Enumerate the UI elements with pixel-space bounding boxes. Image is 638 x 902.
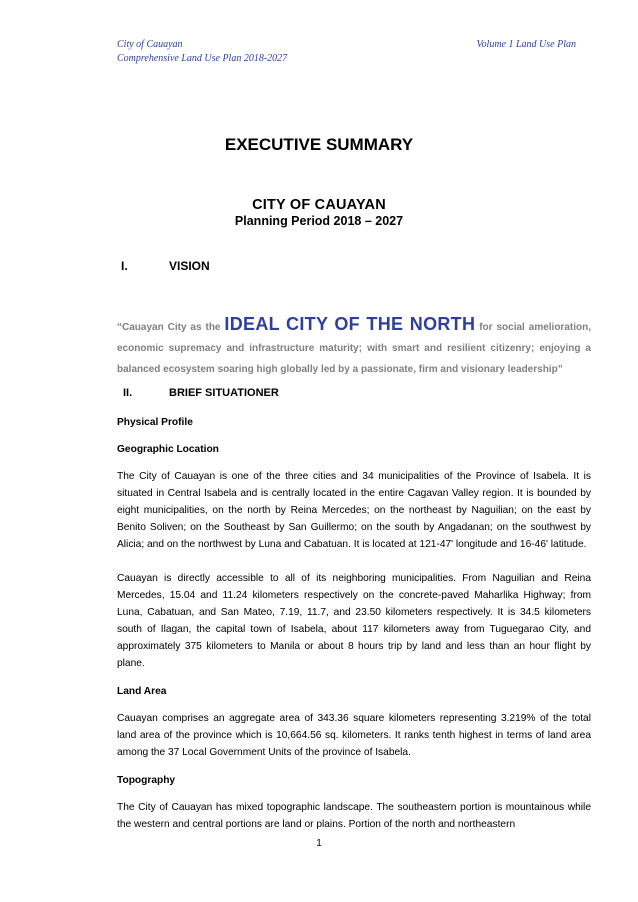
vision-pre: “Cauayan City as the [117, 322, 225, 333]
section-situationer-title: BRIEF SITUATIONER [169, 387, 279, 399]
section-vision-number: I. [121, 259, 128, 273]
section-situationer-heading [123, 387, 279, 399]
physical-profile-heading: Physical Profile [117, 417, 193, 428]
topography-heading: Topography [117, 775, 176, 786]
land-area-heading: Land Area [117, 686, 167, 697]
subtitle-city: CITY OF CAUAYAN [252, 197, 386, 213]
main-content [117, 414, 591, 833]
subtitle-block [0, 197, 638, 228]
vision-highlight: IDEAL CITY OF THE NORTH [224, 314, 476, 334]
geo-location-heading: Geographic Location [117, 444, 219, 455]
header-left [117, 38, 287, 66]
topography-para: The City of Cauayan has mixed topographic landscape. The southeastern portion is mountainous while the western and central portions are land or plains. Portion of the north and northeastern [117, 802, 591, 830]
geo-location-para1: The City of Cauayan is one of the three cities and 34 municipalities of the Province of Isabela. It is situated in Central Isabela and is centrally located in the entire Cagavan Valley region. It is bounded by eight municipalities, on the north by Reina Mercedes; on the northeast by Naguilian; on the east by Benito Soliven; on the Southeast by San Guillermo; on the south by Angadanan; on the southwest by Alicia; and on the northwest by Luna and Cabatuan. It is located at 121-47' longitude and 16-46' latitude. [117, 471, 591, 550]
header-volume: Volume 1 Land Use Plan [476, 39, 576, 50]
page-title: EXECUTIVE SUMMARY [224, 135, 414, 154]
vision-statement [117, 314, 591, 380]
header-city: City of Cauayan [117, 39, 183, 50]
vision-post: for social amelioration, economic supremacy and infrastructure maturity; with smart and resilient citizenry; enjoying a balanced ecosystem soaring high globally led by a passionate, firm and visionary leadership” [117, 322, 591, 375]
section-vision-heading [121, 259, 210, 273]
section-situationer-number: II. [123, 387, 133, 399]
header-plan: Comprehensive Land Use Plan 2018-2027 [117, 53, 288, 64]
geo-location-para2: Cauayan is directly accessible to all of its neighboring municipalities. From Naguilian and Reina Mercedes, 15.04 and 11.24 kilometers respectively on the concrete-paved Maharlika Highway; from Luna, Cabatuan, and San Mateo, 7.19, 11.7, and 23.50 kilometers respectively. It is 34.5 kilometers south of Ilagan, the capital town of Isabela, about 117 kilometers away from Tuguegarao City, and approximately 375 kilometers to Manila or about 8 hours trip by land and less than an hour flight by plane. [117, 573, 591, 669]
subtitle-period: Planning Period 2018 – 2027 [234, 214, 404, 228]
land-area-para: Cauayan comprises an aggregate area of 343.36 square kilometers representing 3.219% of the total land area of the province which is 10,664.56 sq. kilometers. It ranks tenth highest in terms of land area among the 37 Local Government Units of the province of Isabela. [117, 713, 591, 758]
section-vision-title: VISION [169, 259, 210, 273]
page-number: 1 [316, 838, 322, 849]
